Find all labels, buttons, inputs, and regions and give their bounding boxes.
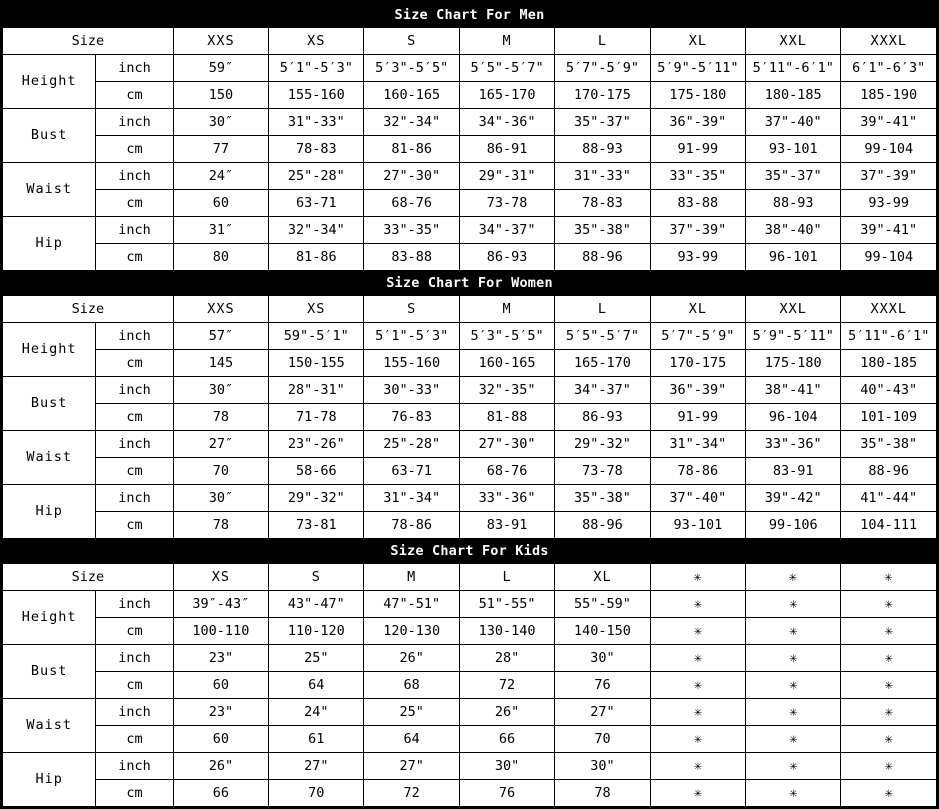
measurement-value: 78: [173, 404, 268, 431]
unit-label: cm: [96, 780, 173, 807]
measurement-value: 101-109: [841, 404, 937, 431]
measurement-value: 58-66: [269, 458, 364, 485]
table-row: [3, 672, 937, 699]
size-column-header: ✳: [841, 564, 937, 591]
measurement-value: 51"-55": [459, 591, 554, 618]
size-column-header: L: [459, 564, 554, 591]
measurement-label: Waist: [3, 699, 96, 753]
measurement-value: 160-165: [364, 82, 459, 109]
unit-label: inch: [96, 163, 173, 190]
size-column-header: XL: [555, 564, 650, 591]
measurement-value: 70: [269, 780, 364, 807]
measurement-value: 145: [173, 350, 268, 377]
measurement-value: 180-185: [841, 350, 937, 377]
unit-label: cm: [96, 190, 173, 217]
measurement-value: 99-106: [746, 512, 841, 539]
measurement-value: 100-110: [173, 618, 268, 645]
measurement-value: 59"-5′1": [269, 323, 364, 350]
size-column-header: XXXL: [841, 28, 937, 55]
measurement-value: 5′9"-5′11": [650, 55, 745, 82]
measurement-value: 5′5"-5′7": [555, 323, 650, 350]
measurement-value: 83-88: [364, 244, 459, 271]
measurement-label: Height: [3, 323, 96, 377]
measurement-value: 35"-38": [555, 485, 650, 512]
unit-label: cm: [96, 244, 173, 271]
measurement-value: 96-104: [746, 404, 841, 431]
measurement-value: ✳: [841, 753, 937, 780]
measurement-value: 5′1"-5′3": [364, 323, 459, 350]
measurement-value: 37"-39": [650, 217, 745, 244]
unit-label: cm: [96, 404, 173, 431]
measurement-value: 33"-36": [746, 431, 841, 458]
size-column-header: M: [459, 28, 554, 55]
measurement-value: 26": [173, 753, 268, 780]
table-row: [3, 163, 937, 190]
measurement-value: ✳: [746, 726, 841, 753]
measurement-value: 30": [459, 753, 554, 780]
measurement-value: 165-170: [555, 350, 650, 377]
measurement-value: 180-185: [746, 82, 841, 109]
measurement-value: 63-71: [269, 190, 364, 217]
measurement-value: ✳: [841, 780, 937, 807]
measurement-value: 27"-30": [364, 163, 459, 190]
unit-label: inch: [96, 485, 173, 512]
measurement-label: Bust: [3, 377, 96, 431]
measurement-value: 64: [364, 726, 459, 753]
table-row: [3, 244, 937, 271]
measurement-value: ✳: [746, 645, 841, 672]
measurement-label: Hip: [3, 485, 96, 539]
measurement-value: 175-180: [746, 350, 841, 377]
measurement-value: ✳: [841, 618, 937, 645]
measurement-value: 83-91: [459, 512, 554, 539]
measurement-value: 70: [555, 726, 650, 753]
unit-label: cm: [96, 726, 173, 753]
table-row: [3, 645, 937, 672]
measurement-value: 88-93: [555, 136, 650, 163]
measurement-value: 93-101: [650, 512, 745, 539]
unit-label: cm: [96, 82, 173, 109]
measurement-value: 25"-28": [364, 431, 459, 458]
measurement-value: 24″: [173, 163, 268, 190]
size-column-header: XXXL: [841, 296, 937, 323]
size-column-header: S: [364, 28, 459, 55]
measurement-label: Waist: [3, 163, 96, 217]
measurement-value: 60: [173, 672, 268, 699]
measurement-value: 91-99: [650, 404, 745, 431]
measurement-value: 83-91: [746, 458, 841, 485]
measurement-value: 78-83: [269, 136, 364, 163]
measurement-value: 41"-44": [841, 485, 937, 512]
measurement-value: 57″: [173, 323, 268, 350]
measurement-value: 81-88: [459, 404, 554, 431]
size-column-header: M: [364, 564, 459, 591]
measurement-value: 88-96: [555, 244, 650, 271]
measurement-value: 28"-31": [269, 377, 364, 404]
measurement-value: 29"-31": [459, 163, 554, 190]
measurement-value: 70: [173, 458, 268, 485]
measurement-value: 25"-28": [269, 163, 364, 190]
table-row: [3, 699, 937, 726]
measurement-value: 30″: [173, 109, 268, 136]
measurement-label: Bust: [3, 109, 96, 163]
measurement-value: 39"-41": [841, 217, 937, 244]
measurement-value: 73-78: [555, 458, 650, 485]
unit-label: inch: [96, 645, 173, 672]
measurement-value: ✳: [650, 753, 745, 780]
measurement-label: Height: [3, 55, 96, 109]
measurement-value: 30"-33": [364, 377, 459, 404]
size-column-header: L: [555, 296, 650, 323]
measurement-value: 23": [173, 699, 268, 726]
unit-label: inch: [96, 699, 173, 726]
measurement-value: 30": [555, 753, 650, 780]
measurement-value: 35"-37": [746, 163, 841, 190]
size-column-header: S: [364, 296, 459, 323]
measurement-value: 78-83: [555, 190, 650, 217]
measurement-value: 150-155: [269, 350, 364, 377]
measurement-value: 59″: [173, 55, 268, 82]
measurement-value: 170-175: [650, 350, 745, 377]
measurement-value: 31"-34": [650, 431, 745, 458]
measurement-value: 165-170: [459, 82, 554, 109]
size-column-header: XXL: [746, 28, 841, 55]
measurement-value: 27": [364, 753, 459, 780]
measurement-value: 5′9"-5′11": [746, 323, 841, 350]
measurement-value: 31″: [173, 217, 268, 244]
measurement-value: ✳: [746, 591, 841, 618]
measurement-value: 27": [555, 699, 650, 726]
measurement-value: ✳: [746, 780, 841, 807]
unit-label: inch: [96, 323, 173, 350]
measurement-value: ✳: [746, 672, 841, 699]
measurement-value: 35"-38": [841, 431, 937, 458]
measurement-value: 68: [364, 672, 459, 699]
measurement-value: 88-96: [555, 512, 650, 539]
measurement-value: 86-91: [459, 136, 554, 163]
measurement-value: 76-83: [364, 404, 459, 431]
measurement-value: 24": [269, 699, 364, 726]
measurement-value: 35"-38": [555, 217, 650, 244]
measurement-value: 34"-37": [555, 377, 650, 404]
measurement-value: 40"-43": [841, 377, 937, 404]
measurement-value: 78: [555, 780, 650, 807]
measurement-value: 32"-34": [269, 217, 364, 244]
size-column-header: XL: [650, 28, 745, 55]
measurement-value: 93-99: [650, 244, 745, 271]
table-row: [3, 82, 937, 109]
measurement-value: 72: [364, 780, 459, 807]
measurement-value: 104-111: [841, 512, 937, 539]
measurement-value: 31"-34": [364, 485, 459, 512]
measurement-value: 29"-32": [555, 431, 650, 458]
measurement-value: 110-120: [269, 618, 364, 645]
measurement-value: 6′1"-6′3": [841, 55, 937, 82]
measurement-value: ✳: [650, 780, 745, 807]
measurement-value: 83-88: [650, 190, 745, 217]
table-row: [3, 780, 937, 807]
measurement-value: 43"-47": [269, 591, 364, 618]
table-row: [3, 726, 937, 753]
measurement-value: 160-165: [459, 350, 554, 377]
unit-label: cm: [96, 350, 173, 377]
measurement-value: 26": [459, 699, 554, 726]
table-row: [3, 618, 937, 645]
section-title: Size Chart For Kids: [3, 539, 937, 564]
measurement-value: ✳: [746, 699, 841, 726]
measurement-value: 37"-40": [746, 109, 841, 136]
section-title: Size Chart For Men: [3, 3, 937, 28]
size-column-header: XS: [269, 28, 364, 55]
table-row: [3, 377, 937, 404]
measurement-value: 36"-39": [650, 109, 745, 136]
size-column-header: L: [555, 28, 650, 55]
measurement-value: 64: [269, 672, 364, 699]
measurement-value: 93-101: [746, 136, 841, 163]
unit-label: cm: [96, 512, 173, 539]
measurement-value: 63-71: [364, 458, 459, 485]
measurement-value: 68-76: [459, 458, 554, 485]
measurement-value: 81-86: [269, 244, 364, 271]
measurement-value: 5′5"-5′7": [459, 55, 554, 82]
measurement-value: 96-101: [746, 244, 841, 271]
measurement-value: ✳: [841, 726, 937, 753]
measurement-value: ✳: [841, 672, 937, 699]
measurement-value: 76: [459, 780, 554, 807]
measurement-value: 78-86: [364, 512, 459, 539]
measurement-value: 47"-51": [364, 591, 459, 618]
measurement-value: ✳: [841, 699, 937, 726]
measurement-value: 88-93: [746, 190, 841, 217]
measurement-value: 5′7"-5′9": [555, 55, 650, 82]
measurement-value: ✳: [650, 591, 745, 618]
size-header-label: Size: [3, 296, 174, 323]
measurement-value: 175-180: [650, 82, 745, 109]
unit-label: inch: [96, 377, 173, 404]
measurement-value: ✳: [650, 726, 745, 753]
measurement-value: 25": [364, 699, 459, 726]
measurement-value: 38"-41": [746, 377, 841, 404]
measurement-value: 76: [555, 672, 650, 699]
measurement-value: 39″-43″: [173, 591, 268, 618]
size-column-header: XXS: [173, 28, 268, 55]
measurement-value: 185-190: [841, 82, 937, 109]
measurement-value: 80: [173, 244, 268, 271]
unit-label: cm: [96, 136, 173, 163]
table-row: [3, 190, 937, 217]
measurement-value: 23": [173, 645, 268, 672]
table-row: [3, 323, 937, 350]
measurement-value: 39"-41": [841, 109, 937, 136]
measurement-value: 86-93: [555, 404, 650, 431]
measurement-value: 60: [173, 726, 268, 753]
measurement-value: ✳: [746, 753, 841, 780]
measurement-value: 32"-35": [459, 377, 554, 404]
measurement-value: 120-130: [364, 618, 459, 645]
size-column-header: XL: [650, 296, 745, 323]
section-title: Size Chart For Women: [3, 271, 937, 296]
unit-label: inch: [96, 591, 173, 618]
measurement-value: 30″: [173, 377, 268, 404]
table-row: [3, 109, 937, 136]
measurement-value: ✳: [650, 699, 745, 726]
measurement-value: 30″: [173, 485, 268, 512]
measurement-value: 29"-32": [269, 485, 364, 512]
unit-label: inch: [96, 109, 173, 136]
measurement-value: 77: [173, 136, 268, 163]
size-header-label: Size: [3, 564, 174, 591]
measurement-value: 60: [173, 190, 268, 217]
measurement-value: 31"-33": [555, 163, 650, 190]
measurement-value: 93-99: [841, 190, 937, 217]
measurement-value: 68-76: [364, 190, 459, 217]
size-column-header: XS: [269, 296, 364, 323]
measurement-value: 61: [269, 726, 364, 753]
size-column-header: XS: [173, 564, 268, 591]
measurement-value: 66: [459, 726, 554, 753]
unit-label: inch: [96, 753, 173, 780]
measurement-value: 33"-35": [364, 217, 459, 244]
measurement-value: 5′1"-5′3": [269, 55, 364, 82]
measurement-value: 73-78: [459, 190, 554, 217]
measurement-value: ✳: [650, 672, 745, 699]
measurement-value: 78: [173, 512, 268, 539]
measurement-value: 91-99: [650, 136, 745, 163]
measurement-value: 88-96: [841, 458, 937, 485]
measurement-value: 30": [555, 645, 650, 672]
table-row: [3, 512, 937, 539]
measurement-value: 5′7"-5′9": [650, 323, 745, 350]
measurement-value: 34"-37": [459, 217, 554, 244]
measurement-value: 155-160: [364, 350, 459, 377]
table-row: [3, 217, 937, 244]
measurement-label: Hip: [3, 753, 96, 807]
measurement-value: 37"-40": [650, 485, 745, 512]
measurement-value: 5′11"-6′1": [841, 323, 937, 350]
measurement-value: 130-140: [459, 618, 554, 645]
unit-label: cm: [96, 672, 173, 699]
size-header-label: Size: [3, 28, 174, 55]
measurement-value: 35"-37": [555, 109, 650, 136]
table-row: [3, 431, 937, 458]
measurement-value: 170-175: [555, 82, 650, 109]
measurement-value: 72: [459, 672, 554, 699]
unit-label: cm: [96, 458, 173, 485]
measurement-value: ✳: [650, 645, 745, 672]
measurement-value: 140-150: [555, 618, 650, 645]
measurement-value: 5′11"-6′1": [746, 55, 841, 82]
size-column-header: XXS: [173, 296, 268, 323]
measurement-value: 73-81: [269, 512, 364, 539]
measurement-label: Bust: [3, 645, 96, 699]
measurement-value: 66: [173, 780, 268, 807]
measurement-label: Hip: [3, 217, 96, 271]
measurement-value: 27": [269, 753, 364, 780]
size-column-header: ✳: [650, 564, 745, 591]
measurement-value: 27"-30": [459, 431, 554, 458]
measurement-value: 71-78: [269, 404, 364, 431]
measurement-value: 5′3"-5′5": [459, 323, 554, 350]
measurement-value: 36"-39": [650, 377, 745, 404]
unit-label: inch: [96, 55, 173, 82]
measurement-value: 99-104: [841, 136, 937, 163]
table-row: [3, 591, 937, 618]
table-row: [3, 55, 937, 82]
measurement-label: Height: [3, 591, 96, 645]
measurement-value: 86-93: [459, 244, 554, 271]
measurement-value: 150: [173, 82, 268, 109]
table-row: [3, 350, 937, 377]
measurement-value: 55"-59": [555, 591, 650, 618]
measurement-value: 33"-35": [650, 163, 745, 190]
measurement-value: 5′3"-5′5": [364, 55, 459, 82]
table-row: [3, 404, 937, 431]
measurement-value: 32"-34": [364, 109, 459, 136]
table-row: [3, 485, 937, 512]
measurement-value: 78-86: [650, 458, 745, 485]
measurement-value: 81-86: [364, 136, 459, 163]
measurement-value: 27″: [173, 431, 268, 458]
size-column-header: M: [459, 296, 554, 323]
measurement-value: 23"-26": [269, 431, 364, 458]
size-chart-table: [2, 2, 937, 807]
unit-label: inch: [96, 217, 173, 244]
table-row: [3, 458, 937, 485]
measurement-value: 25": [269, 645, 364, 672]
measurement-value: 99-104: [841, 244, 937, 271]
measurement-value: ✳: [650, 618, 745, 645]
measurement-value: 33"-36": [459, 485, 554, 512]
measurement-value: 155-160: [269, 82, 364, 109]
measurement-value: 31"-33": [269, 109, 364, 136]
measurement-value: 38"-40": [746, 217, 841, 244]
unit-label: cm: [96, 618, 173, 645]
size-column-header: S: [269, 564, 364, 591]
measurement-value: ✳: [746, 618, 841, 645]
measurement-value: 28": [459, 645, 554, 672]
table-row: [3, 753, 937, 780]
measurement-label: Waist: [3, 431, 96, 485]
measurement-value: ✳: [841, 591, 937, 618]
measurement-value: 39"-42": [746, 485, 841, 512]
measurement-value: ✳: [841, 645, 937, 672]
measurement-value: 26": [364, 645, 459, 672]
unit-label: inch: [96, 431, 173, 458]
measurement-value: 34"-36": [459, 109, 554, 136]
table-row: [3, 136, 937, 163]
size-column-header: XXL: [746, 296, 841, 323]
size-column-header: ✳: [746, 564, 841, 591]
measurement-value: 37"-39": [841, 163, 937, 190]
